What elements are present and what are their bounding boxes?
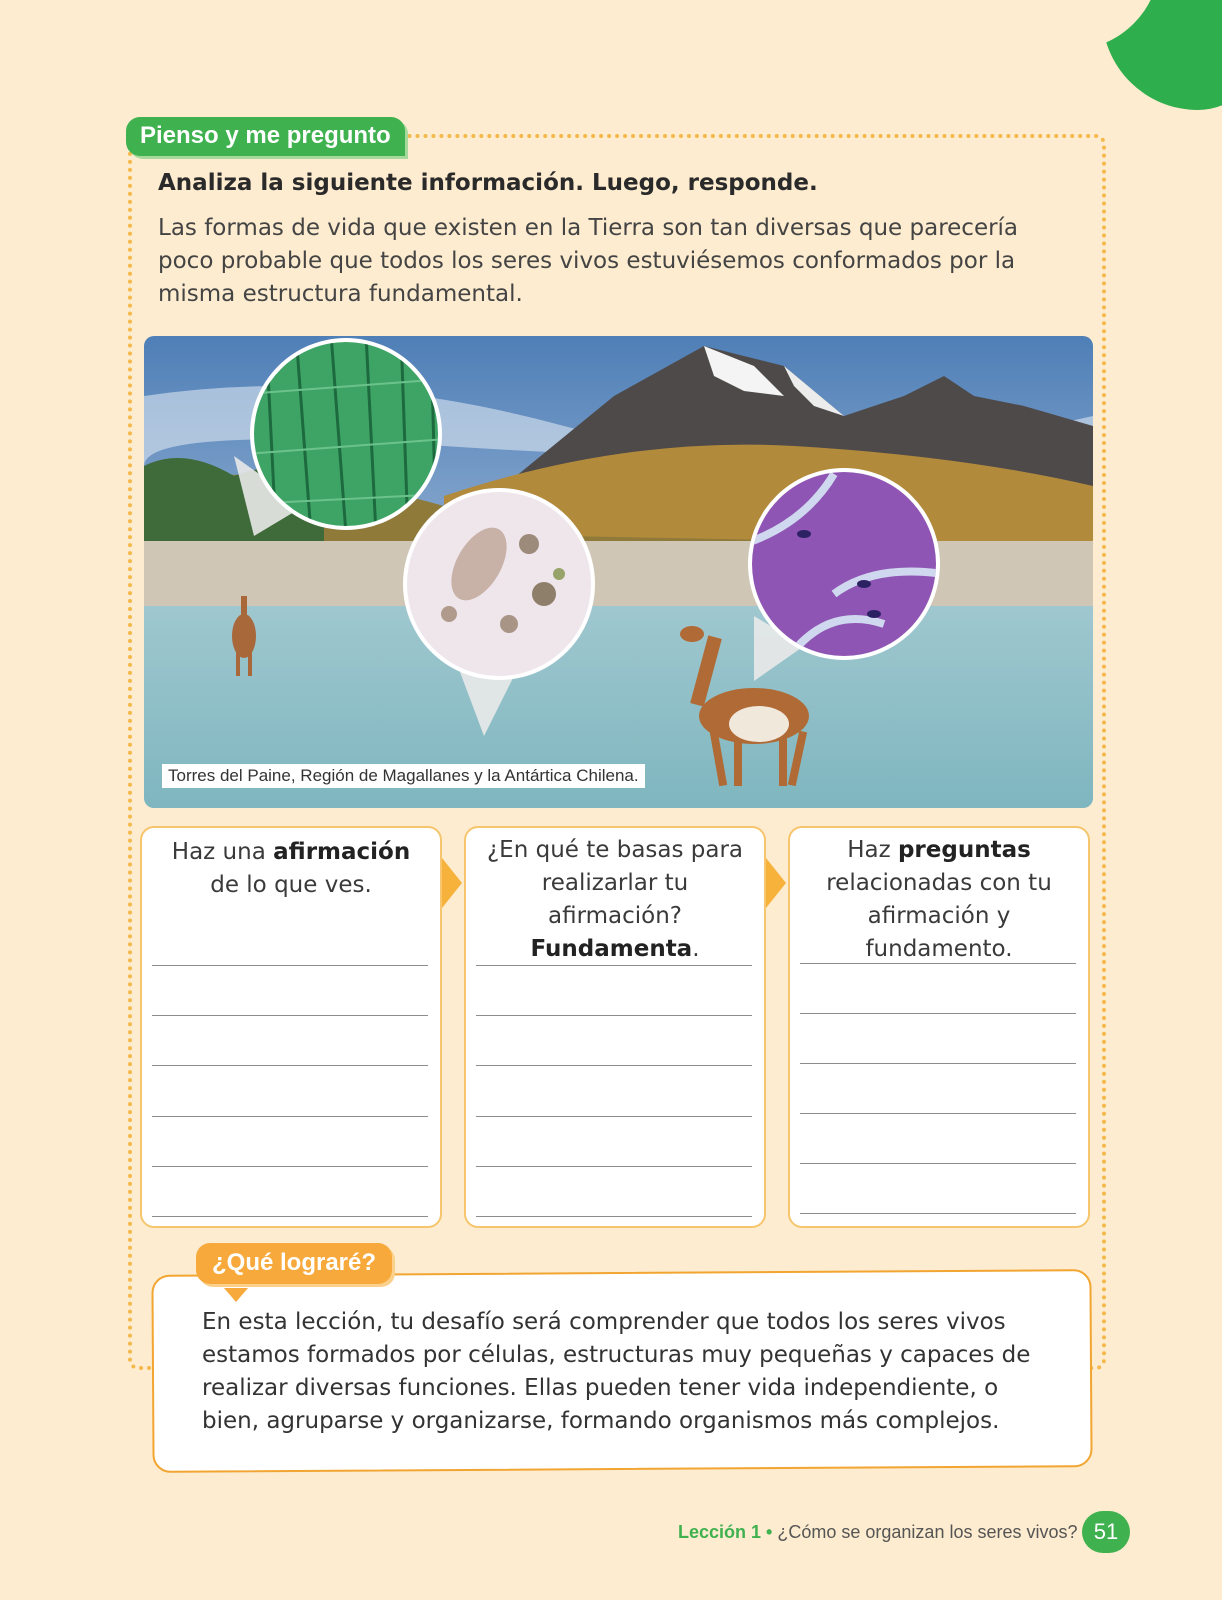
- goal-tag: ¿Qué lograré?: [196, 1243, 392, 1284]
- foundation-card-heading: [474, 834, 756, 966]
- foundation-prefix: ¿En qué te basas para realizarlar tu afirmación?: [486, 837, 744, 929]
- answer-line[interactable]: [476, 1216, 752, 1217]
- answer-line[interactable]: [800, 963, 1076, 964]
- photo-caption: Torres del Paine, Región de Magallanes y la Antártica Chilena.: [162, 764, 645, 788]
- landscape-illustration: [144, 336, 1093, 808]
- statement-card-heading: [142, 836, 440, 902]
- answer-line[interactable]: [152, 1065, 428, 1066]
- goal-text: En esta lección, tu desafío será comprender que todos los seres vivos estamos formados por células, estructuras muy pequeñas y capaces de realizar diversas funciones. Ellas pueden tener vida independiente, o bien, agruparse y organizarse, formando organismos más complejos.: [202, 1309, 1031, 1434]
- answer-line[interactable]: [800, 1163, 1076, 1164]
- answer-line[interactable]: [476, 1015, 752, 1016]
- statement-suffix: de lo que ves.: [210, 872, 372, 898]
- statement-card: [140, 826, 442, 1228]
- landscape-photo: [144, 336, 1093, 808]
- answer-line[interactable]: [476, 1116, 752, 1117]
- goal-tag-tail: [224, 1288, 248, 1302]
- questions-suffix: relacionadas con tu afirmación y fundamento.: [826, 870, 1052, 962]
- section-tag: Pienso y me pregunto: [126, 117, 405, 156]
- foundation-suffix: .: [692, 936, 700, 962]
- answer-line[interactable]: [476, 1166, 752, 1167]
- foundation-bold: Fundamenta: [530, 936, 693, 962]
- answer-line[interactable]: [152, 1015, 428, 1016]
- questions-prefix: Haz: [847, 837, 898, 863]
- foundation-card: [464, 826, 766, 1228]
- page-footer: [678, 1522, 1078, 1543]
- arrow-icon: [766, 858, 786, 908]
- lesson-label: Lección 1: [678, 1522, 762, 1542]
- footer-separator: •: [766, 1522, 773, 1542]
- page-number: 51: [1082, 1511, 1130, 1553]
- statement-prefix: Haz una: [171, 839, 274, 865]
- statement-bold: afirmación: [273, 839, 411, 865]
- arrow-icon: [442, 858, 462, 908]
- answer-line[interactable]: [800, 1113, 1076, 1114]
- answer-line[interactable]: [476, 965, 752, 966]
- answer-line[interactable]: [800, 1013, 1076, 1014]
- answer-line[interactable]: [800, 1063, 1076, 1064]
- questions-card-heading: [796, 834, 1082, 966]
- questions-card: [788, 826, 1090, 1228]
- answer-line[interactable]: [152, 1166, 428, 1167]
- instruction-heading: Analiza la siguiente información. Luego, responde.: [158, 170, 818, 196]
- answer-line[interactable]: [152, 1116, 428, 1117]
- answer-line[interactable]: [152, 1216, 428, 1217]
- lesson-title: ¿Cómo se organizan los seres vivos?: [777, 1522, 1078, 1542]
- answer-line[interactable]: [152, 965, 428, 966]
- answer-line[interactable]: [800, 1213, 1076, 1214]
- answer-line[interactable]: [476, 1065, 752, 1066]
- questions-bold: preguntas: [897, 837, 1031, 863]
- intro-paragraph: Las formas de vida que existen en la Tierra son tan diversas que parecería poco probable que todos los seres vivos estuviésemos conformados por la misma estructura fundamental.: [158, 215, 1019, 307]
